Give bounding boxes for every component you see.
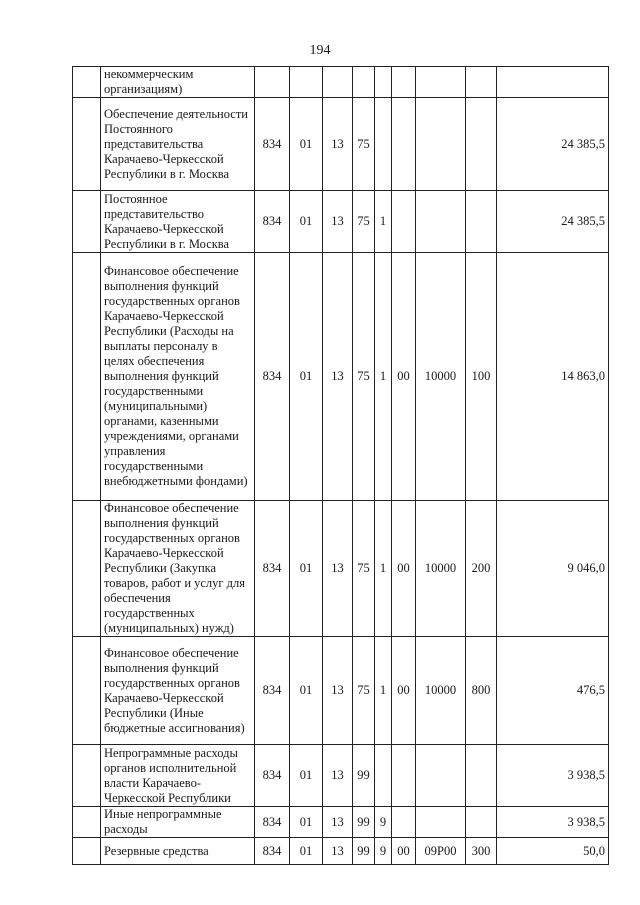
row-name-cell: Резервные средства: [101, 838, 255, 865]
table-row: [73, 807, 609, 838]
row-sum-cell: 50,0: [497, 838, 609, 865]
row-main-cell: [392, 191, 416, 253]
row-sec-cell: 01: [290, 191, 323, 253]
row-number-cell: [73, 501, 101, 637]
row-main-cell: [392, 67, 416, 98]
row-number-cell: [73, 67, 101, 98]
table-row: [73, 637, 609, 745]
row-name-cell: Финансовое обеспечение выполнения функций государственных органов Карачаево-Черкесской Республики (Иные бюджетные ассигнования): [101, 637, 255, 745]
row-vr-cell: 300: [466, 838, 497, 865]
row-subprog-cell: 1: [375, 501, 392, 637]
row-sum-cell: 476,5: [497, 637, 609, 745]
row-gov-cell: 834: [255, 637, 290, 745]
table-row: [73, 501, 609, 637]
page-number: 194: [309, 43, 331, 58]
row-name-cell: Постоянное представительство Карачаево-Черкесской Республики в г. Москва: [101, 191, 255, 253]
row-sum-cell: [497, 67, 609, 98]
row-prog-cell: 75: [353, 637, 375, 745]
row-sub-cell: 13: [323, 501, 353, 637]
row-number-cell: [73, 253, 101, 501]
row-prog-cell: 75: [353, 253, 375, 501]
row-name-cell: Непрограммные расходы органов исполнительной власти Карачаево-Черкесской Республики: [101, 745, 255, 807]
row-sub-cell: 13: [323, 98, 353, 191]
row-dir-cell: 09Р00: [416, 838, 466, 865]
row-sub-cell: 13: [323, 191, 353, 253]
row-main-cell: [392, 807, 416, 838]
row-sub-cell: 13: [323, 745, 353, 807]
row-number-cell: [73, 98, 101, 191]
row-vr-cell: [466, 807, 497, 838]
row-gov-cell: 834: [255, 807, 290, 838]
row-dir-cell: 10000: [416, 637, 466, 745]
row-prog-cell: 99: [353, 745, 375, 807]
row-sum-cell: 3 938,5: [497, 745, 609, 807]
row-sub-cell: 13: [323, 253, 353, 501]
row-sec-cell: 01: [290, 745, 323, 807]
row-sec-cell: 01: [290, 501, 323, 637]
row-subprog-cell: [375, 745, 392, 807]
row-sec-cell: 01: [290, 253, 323, 501]
budget-table: [72, 66, 609, 865]
row-number-cell: [73, 191, 101, 253]
row-vr-cell: [466, 98, 497, 191]
row-gov-cell: 834: [255, 253, 290, 501]
row-vr-cell: [466, 745, 497, 807]
row-sec-cell: 01: [290, 98, 323, 191]
row-sec-cell: 01: [290, 807, 323, 838]
row-gov-cell: 834: [255, 838, 290, 865]
row-sum-cell: 3 938,5: [497, 807, 609, 838]
row-sub-cell: 13: [323, 807, 353, 838]
row-name-cell: некоммерческим организациям): [101, 67, 255, 98]
row-sub-cell: 13: [323, 838, 353, 865]
row-main-cell: 00: [392, 253, 416, 501]
row-prog-cell: 75: [353, 191, 375, 253]
row-gov-cell: 834: [255, 191, 290, 253]
row-main-cell: [392, 745, 416, 807]
row-dir-cell: [416, 191, 466, 253]
table-row: [73, 98, 609, 191]
row-main-cell: [392, 98, 416, 191]
row-sum-cell: 24 385,5: [497, 98, 609, 191]
row-dir-cell: [416, 67, 466, 98]
row-sum-cell: 9 046,0: [497, 501, 609, 637]
row-name-cell: Финансовое обеспечение выполнения функций государственных органов Карачаево-Черкесской Республики (Закупка товаров, работ и услуг для обеспечения государственных (муниципальных) нужд): [101, 501, 255, 637]
row-gov-cell: 834: [255, 501, 290, 637]
row-main-cell: 00: [392, 838, 416, 865]
row-vr-cell: [466, 67, 497, 98]
row-sec-cell: [290, 67, 323, 98]
table-row: [73, 67, 609, 98]
row-main-cell: 00: [392, 501, 416, 637]
row-dir-cell: 10000: [416, 253, 466, 501]
row-sub-cell: 13: [323, 637, 353, 745]
row-vr-cell: [466, 191, 497, 253]
row-main-cell: 00: [392, 637, 416, 745]
row-number-cell: [73, 637, 101, 745]
row-number-cell: [73, 838, 101, 865]
row-vr-cell: 100: [466, 253, 497, 501]
row-sub-cell: [323, 67, 353, 98]
table-body: [73, 67, 609, 865]
table-row: [73, 253, 609, 501]
table-row: [73, 838, 609, 865]
row-prog-cell: 99: [353, 807, 375, 838]
row-sec-cell: 01: [290, 637, 323, 745]
row-subprog-cell: 1: [375, 253, 392, 501]
table-row: [73, 191, 609, 253]
row-subprog-cell: 1: [375, 191, 392, 253]
row-name-cell: Обеспечение деятельности Постоянного представительства Карачаево-Черкесской Республики в г. Москва: [101, 98, 255, 191]
row-subprog-cell: [375, 98, 392, 191]
row-prog-cell: 75: [353, 98, 375, 191]
row-gov-cell: 834: [255, 98, 290, 191]
row-dir-cell: [416, 745, 466, 807]
row-subprog-cell: 9: [375, 838, 392, 865]
row-gov-cell: [255, 67, 290, 98]
row-number-cell: [73, 745, 101, 807]
row-subprog-cell: 9: [375, 807, 392, 838]
row-number-cell: [73, 807, 101, 838]
row-prog-cell: [353, 67, 375, 98]
row-sum-cell: 24 385,5: [497, 191, 609, 253]
row-name-cell: Иные непрограммные расходы: [101, 807, 255, 838]
row-gov-cell: 834: [255, 745, 290, 807]
row-subprog-cell: [375, 67, 392, 98]
row-vr-cell: 800: [466, 637, 497, 745]
row-sum-cell: 14 863,0: [497, 253, 609, 501]
row-subprog-cell: 1: [375, 637, 392, 745]
row-name-cell: Финансовое обеспечение выполнения функций государственных органов Карачаево-Черкесской Республики (Расходы на выплаты персоналу в целях обеспечения выполнения функций государственными (муниципальными) органами, казенными учреждениями, органами управления государственными внебюджетными фондами): [101, 253, 255, 501]
row-sec-cell: 01: [290, 838, 323, 865]
row-prog-cell: 75: [353, 501, 375, 637]
row-dir-cell: 10000: [416, 501, 466, 637]
row-dir-cell: [416, 98, 466, 191]
row-prog-cell: 99: [353, 838, 375, 865]
row-dir-cell: [416, 807, 466, 838]
table-row: [73, 745, 609, 807]
row-vr-cell: 200: [466, 501, 497, 637]
